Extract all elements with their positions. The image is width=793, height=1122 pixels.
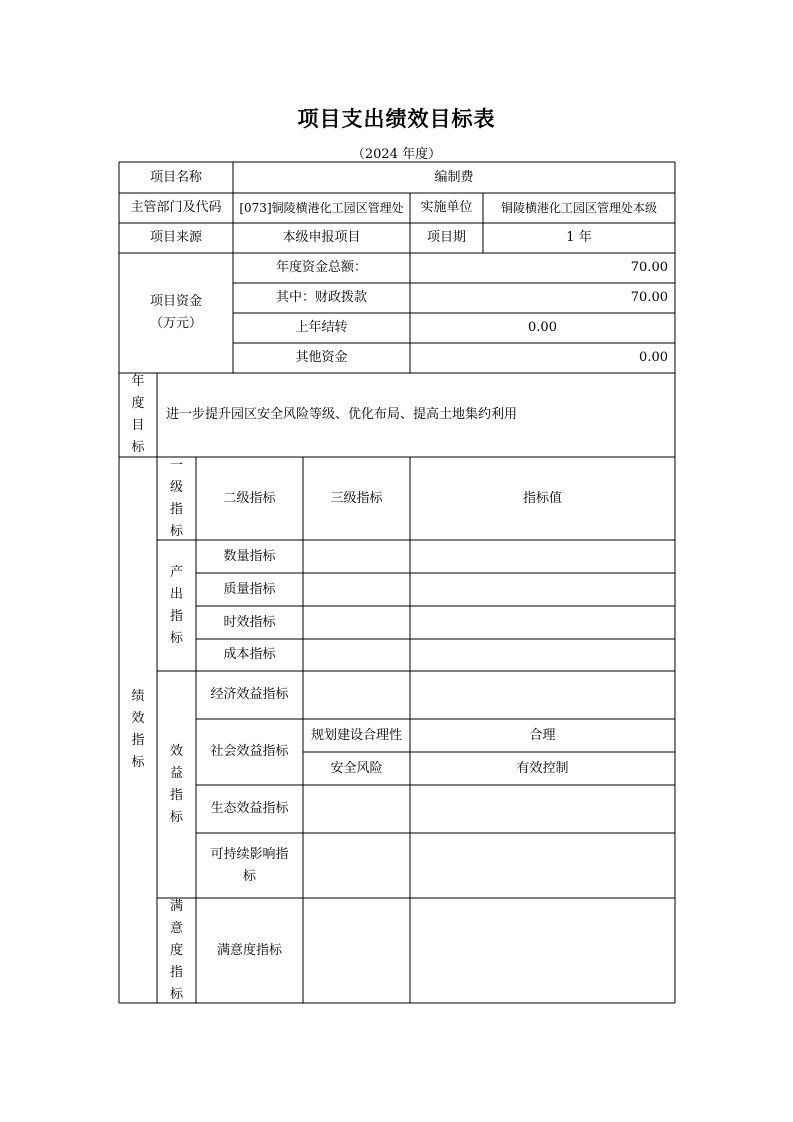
indicator-char: 效 <box>131 711 145 726</box>
satisfaction-char: 意 <box>169 920 183 936</box>
project-name-value: 编制费 <box>434 169 474 185</box>
safety-risk-indicator: 安全风险 <box>330 760 383 776</box>
planning-rationality-value: 合理 <box>529 727 556 743</box>
funds-label <box>119 253 233 373</box>
cost-indicator: 成本指标 <box>223 647 276 662</box>
safety-risk-value: 有效控制 <box>516 760 569 776</box>
funds-label-line2: （万元） <box>149 316 202 331</box>
dept-value: [073]铜陵横港化工园区管理处 <box>239 201 404 215</box>
annual-goal-text: 进一步提升园区安全风险等级、优化布局、提高土地集约利用 <box>166 407 518 422</box>
goal-char: 度 <box>131 396 145 411</box>
economic-benefit-indicator: 经济效益指标 <box>210 687 289 702</box>
satisfaction-char: 标 <box>169 986 183 1002</box>
source-label: 项目来源 <box>149 230 202 245</box>
satisfaction-char: 满 <box>169 898 183 914</box>
timeliness-indicator: 时效指标 <box>223 614 276 630</box>
satisfaction-char: 指 <box>169 964 183 980</box>
period-label: 项目期 <box>426 230 466 245</box>
source-value: 本级申报项目 <box>282 230 361 245</box>
output-char: 标 <box>169 630 183 646</box>
sustainable-line2: 标 <box>242 868 256 884</box>
satisfaction-indicator: 满意度指标 <box>216 942 282 958</box>
benefit-char: 指 <box>169 787 183 803</box>
planning-rationality-indicator: 规划建设合理性 <box>310 727 402 743</box>
level1-header <box>157 457 196 540</box>
annual-goal-label <box>119 373 157 457</box>
dept-label: 主管部门及代码 <box>130 200 222 215</box>
funds-total-label: 年度资金总额： <box>275 260 367 275</box>
output-char: 指 <box>169 608 183 624</box>
output-char: 产 <box>169 564 183 580</box>
goal-char: 目 <box>131 418 145 433</box>
output-char: 出 <box>169 586 183 602</box>
performance-indicators-label <box>119 457 157 1003</box>
satisfaction-char: 度 <box>169 942 183 958</box>
level1-char: 级 <box>169 479 183 495</box>
benefit-char: 益 <box>169 765 183 781</box>
funds-carryover-value: 0.00 <box>528 320 557 335</box>
funds-total-value: 70.00 <box>630 260 668 275</box>
page-title: 项目支出绩效目标表 <box>297 107 496 131</box>
output-indicators-label <box>157 540 196 671</box>
value-header: 指标值 <box>522 490 562 506</box>
funds-fiscal-label: 其中：财政拨款 <box>275 290 367 305</box>
satisfaction-indicators-label <box>157 898 196 1003</box>
period-value: 1 年 <box>566 230 592 245</box>
sustainable-impact-indicator <box>196 833 303 898</box>
level3-header: 三级指标 <box>330 490 383 506</box>
indicator-char: 绩 <box>131 689 145 704</box>
funds-fiscal-value: 70.00 <box>630 290 668 305</box>
year-subtitle: （2024 年度） <box>351 147 442 162</box>
indicator-char: 指 <box>131 733 145 748</box>
funds-other-label: 其他资金 <box>295 350 348 365</box>
funds-other-value: 0.00 <box>639 350 668 365</box>
indicator-char: 标 <box>131 755 145 770</box>
project-name-label: 项目名称 <box>149 169 202 185</box>
quantity-indicator: 数量指标 <box>223 548 276 564</box>
ecological-benefit-indicator: 生态效益指标 <box>210 801 289 816</box>
social-benefit-indicator: 社会效益指标 <box>210 744 289 759</box>
sustainable-line1: 可持续影响指 <box>210 846 289 862</box>
impl-unit-label: 实施单位 <box>420 200 473 215</box>
level2-header: 二级指标 <box>223 490 276 506</box>
level1-char: 指 <box>169 501 183 517</box>
benefit-char: 标 <box>169 809 183 825</box>
goal-char: 标 <box>131 440 145 455</box>
quality-indicator: 质量指标 <box>223 581 276 597</box>
level1-char: 标 <box>169 523 183 539</box>
level1-char: 一 <box>169 457 183 473</box>
funds-carryover-label: 上年结转 <box>295 320 348 335</box>
benefit-char: 效 <box>169 743 183 759</box>
funds-label-line1: 项目资金 <box>149 294 202 309</box>
goal-char: 年 <box>131 374 145 389</box>
impl-unit-value: 铜陵横港化工园区管理处本级 <box>500 201 657 215</box>
benefit-indicators-label <box>157 671 196 898</box>
